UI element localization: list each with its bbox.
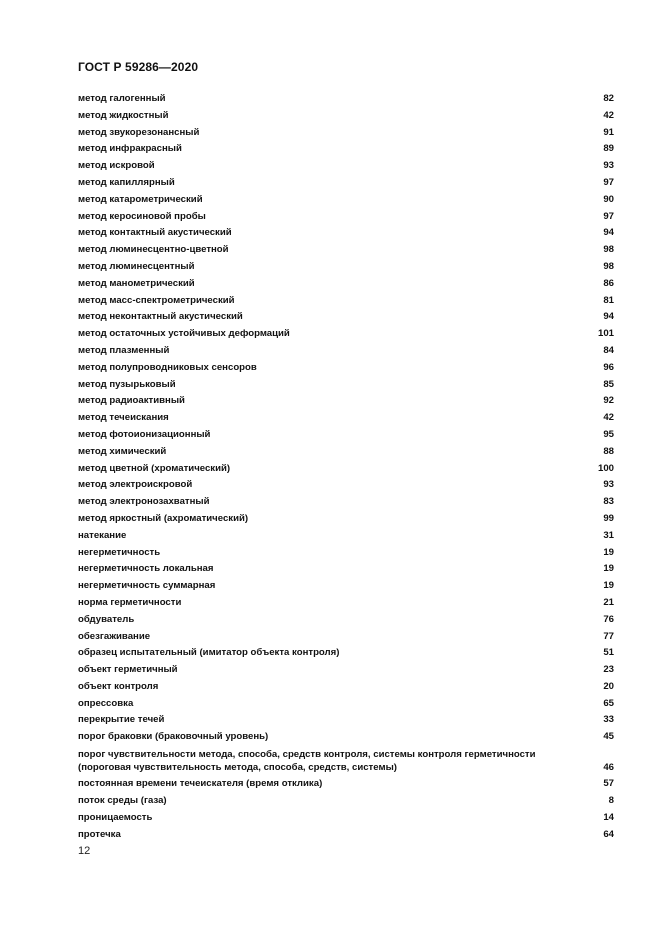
index-page-ref: 98 [603, 260, 614, 272]
index-term: метод пузырьковый [78, 378, 176, 390]
index-entry [78, 410, 614, 427]
index-term: метод катарометрический [78, 193, 203, 205]
index-term: метод остаточных устойчивых деформаций [78, 328, 290, 340]
index-entry [78, 679, 614, 696]
index-entry [78, 192, 614, 209]
index-entry [78, 242, 614, 259]
index-page-ref: 45 [603, 731, 614, 743]
index-page-ref: 82 [603, 93, 614, 104]
index-term: метод искровой [78, 160, 155, 172]
index-entry [78, 259, 614, 276]
index-entry [78, 793, 614, 810]
index-term: метод электронозахватный [78, 496, 210, 508]
index-term: постоянная времени течеискателя (время отклика) [78, 778, 323, 790]
index-term: натекание [78, 529, 127, 541]
index-page-ref: 19 [603, 546, 614, 558]
index-page-ref: 31 [603, 529, 614, 541]
index-term: метод масс-спектрометрический [78, 294, 235, 306]
index-page-ref: 65 [603, 697, 614, 709]
index-term: протечка [78, 828, 121, 840]
index-entry [78, 827, 614, 844]
index-page-ref: 88 [603, 445, 614, 457]
index-term: метод неконтактный акустический [78, 311, 243, 323]
index-page-ref: 93 [603, 160, 614, 172]
index-entry [78, 494, 614, 511]
index-entry [78, 578, 614, 595]
index-term: метод химический [78, 445, 167, 457]
index-term: порог браковки (браковочный уровень) [78, 731, 269, 743]
index-page-ref: 84 [603, 344, 614, 356]
index-entry [78, 662, 614, 679]
index-entry [78, 612, 614, 629]
index-term: перекрытие течей [78, 714, 165, 726]
index-entry [78, 776, 614, 793]
index-entry [78, 377, 614, 394]
index-entry [78, 91, 614, 108]
index-page-ref: 101 [597, 328, 614, 340]
index-entry [78, 427, 614, 444]
index-term: метод течеискания [78, 412, 169, 424]
index-entry [78, 175, 614, 192]
index-page-ref: 20 [603, 680, 614, 692]
index-term: метод фотоионизационный [78, 428, 211, 440]
index-entry [78, 326, 614, 343]
index-entry [78, 393, 614, 410]
index-entry [78, 746, 614, 776]
index-entry [78, 629, 614, 646]
index-term: негерметичность суммарная [78, 580, 216, 592]
index-entry [78, 276, 614, 293]
index-page-ref: 93 [603, 479, 614, 491]
index-page-ref: 19 [603, 580, 614, 592]
index-entry [78, 729, 614, 746]
index-page-ref: 91 [603, 126, 614, 138]
index-term: метод манометрический [78, 277, 195, 289]
index-page-ref: 77 [603, 630, 614, 642]
index-term: поток среды (газа) [78, 795, 167, 807]
index-page-ref: 83 [603, 496, 614, 508]
index-entry [78, 444, 614, 461]
index-term: негерметичность локальная [78, 563, 214, 575]
index-term: метод люминесцентный [78, 260, 195, 272]
index-page-ref: 85 [603, 378, 614, 390]
index-entry [78, 595, 614, 612]
index-page-ref: 42 [603, 412, 614, 424]
index-term: объект герметичный [78, 664, 178, 676]
index-page-ref: 57 [603, 778, 614, 790]
index-page-ref: 8 [608, 795, 614, 807]
index-entry [78, 561, 614, 578]
index-page-ref: 86 [603, 277, 614, 289]
index-entry [78, 158, 614, 175]
document-designation: ГОСТ Р 59286—2020 [78, 60, 199, 74]
index-page-ref: 21 [603, 596, 614, 608]
alphabetical-index [78, 91, 614, 844]
index-page-ref: 23 [603, 664, 614, 676]
index-term: (пороговая чувствительность метода, способа, средств, системы) [78, 762, 397, 774]
index-entry [78, 360, 614, 377]
index-entry [78, 645, 614, 662]
index-entry [78, 511, 614, 528]
index-entry [78, 545, 614, 562]
index-page-ref: 46 [603, 762, 614, 774]
index-term: порог чувствительности метода, способа, средств контроля, системы контроля герметичности [78, 749, 536, 761]
index-term: метод галогенный [78, 93, 166, 104]
index-entry [78, 209, 614, 226]
index-term: объект контроля [78, 680, 159, 692]
index-page-ref: 95 [603, 428, 614, 440]
index-entry [78, 477, 614, 494]
index-page-ref: 97 [603, 210, 614, 222]
index-page-ref: 94 [603, 311, 614, 323]
index-page-ref: 33 [603, 714, 614, 726]
index-entry [78, 528, 614, 545]
index-entry [78, 712, 614, 729]
index-term: метод полупроводниковых сенсоров [78, 361, 257, 373]
index-page-ref: 100 [597, 462, 614, 474]
index-term: метод электроискровой [78, 479, 193, 491]
index-entry [78, 696, 614, 713]
index-page-ref: 81 [603, 294, 614, 306]
index-entry [78, 461, 614, 478]
index-term: метод капиллярный [78, 176, 175, 188]
index-entry [78, 293, 614, 310]
index-page-ref: 64 [603, 828, 614, 840]
index-term: негерметичность [78, 546, 161, 558]
index-page-ref: 97 [603, 176, 614, 188]
index-term: метод керосиновой пробы [78, 210, 206, 222]
index-term: проницаемость [78, 812, 153, 824]
index-page-ref: 51 [603, 647, 614, 659]
index-page-ref: 89 [603, 143, 614, 155]
index-entry [78, 343, 614, 360]
index-term: метод цветной (хроматический) [78, 462, 231, 474]
index-term: метод яркостный (ахроматический) [78, 512, 249, 524]
index-page-ref: 90 [603, 193, 614, 205]
index-term: метод контактный акустический [78, 227, 232, 239]
index-page-ref: 42 [603, 109, 614, 121]
index-term: метод люминесцентно-цветной [78, 244, 229, 256]
index-term: опрессовка [78, 697, 134, 709]
index-term: обдуватель [78, 613, 135, 625]
index-term: метод жидкостный [78, 109, 169, 121]
index-entry [78, 225, 614, 242]
page-number: 12 [78, 845, 91, 857]
index-term: метод инфракрасный [78, 143, 182, 155]
index-page-ref: 98 [603, 244, 614, 256]
index-term: метод радиоактивный [78, 395, 185, 407]
index-entry [78, 810, 614, 827]
index-page-ref: 76 [603, 613, 614, 625]
index-term: норма герметичности [78, 596, 182, 608]
index-page-ref: 19 [603, 563, 614, 575]
index-page-ref: 14 [603, 812, 614, 824]
index-entry [78, 141, 614, 158]
index-term: обезгаживание [78, 630, 151, 642]
index-page-ref: 99 [603, 512, 614, 524]
index-page-ref: 96 [603, 361, 614, 373]
index-page-ref: 92 [603, 395, 614, 407]
index-entry [78, 125, 614, 142]
index-term: метод звукорезонансный [78, 126, 200, 138]
index-page-ref: 94 [603, 227, 614, 239]
index-term: образец испытательный (имитатор объекта контроля) [78, 647, 340, 659]
index-term: метод плазменный [78, 344, 170, 356]
index-entry [78, 309, 614, 326]
index-entry [78, 108, 614, 125]
